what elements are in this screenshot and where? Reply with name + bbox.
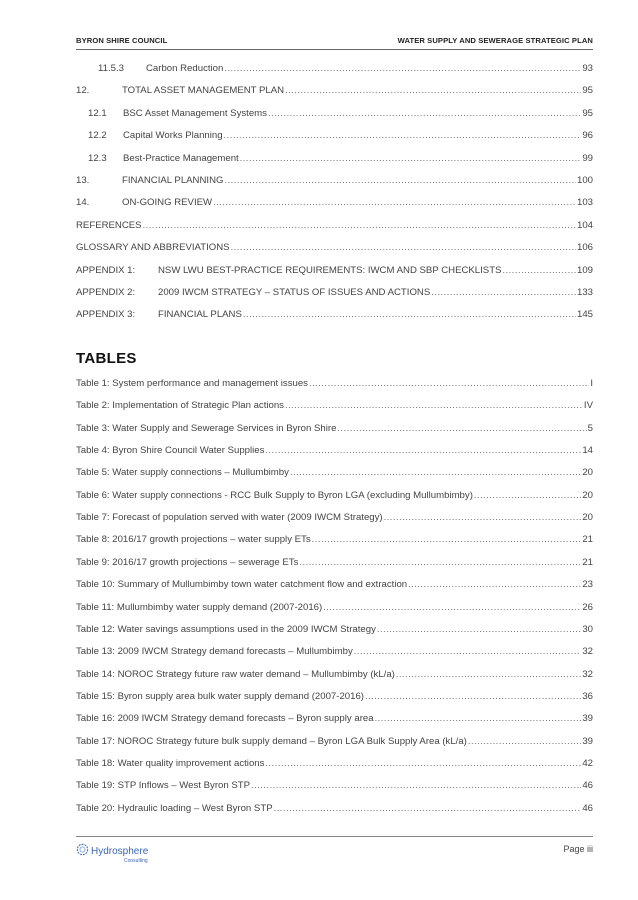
toc-entry-page: 39 [582, 736, 593, 747]
toc-entry-number: APPENDIX 2: [76, 287, 136, 298]
toc-entry-number: APPENDIX 1: [76, 265, 136, 276]
toc-entry-title: FINANCIAL PLANS [158, 309, 242, 320]
dot-leader [474, 490, 581, 500]
dot-leader [384, 512, 582, 522]
toc-entry-page: 96 [582, 130, 593, 141]
page-number: Page iii [563, 844, 593, 854]
dot-leader [265, 758, 581, 768]
toc-entry-page: 145 [576, 309, 593, 320]
dot-leader [365, 691, 581, 701]
toc-entry-page: 14 [582, 445, 593, 456]
toc-entry [76, 467, 593, 479]
toc-entry-title: Table 10: Summary of Mullumbimby town water catchment flow and extraction [76, 579, 408, 590]
toc-entry-page: 95 [582, 85, 593, 96]
toc-entry [76, 624, 593, 636]
toc-entry [76, 220, 593, 232]
toc-entry [76, 175, 593, 187]
toc-entry [76, 378, 593, 390]
toc-entry-title: Carbon Reduction [146, 63, 224, 74]
toc-entry-title: Table 7: Forecast of population served with water (2009 IWCM Strategy) [76, 512, 383, 523]
toc-entry [76, 669, 593, 681]
dot-leader [431, 287, 576, 297]
toc-entry [76, 63, 593, 75]
toc-entry-title: Table 16: 2009 IWCM Strategy demand forecasts – Byron supply area [76, 713, 374, 724]
toc-entry [76, 557, 593, 569]
logo-brand-text: Hydrosphere [91, 846, 149, 857]
dot-leader [224, 130, 582, 140]
dot-leader [337, 423, 586, 433]
toc-entry-page: 20 [582, 467, 593, 478]
toc-entry-number: 12.2 [88, 130, 107, 141]
dot-leader [323, 602, 581, 612]
toc-entry-title: Table 18: Water quality improvement actions [76, 758, 265, 769]
dot-leader [285, 400, 583, 410]
toc-entry [76, 736, 593, 748]
toc-entry-title: TOTAL ASSET MANAGEMENT PLAN [122, 85, 285, 96]
toc-entry-title: Table 12: Water savings assumptions used in the 2009 IWCM Strategy [76, 624, 376, 635]
page-header [76, 36, 593, 48]
toc-entry [76, 130, 593, 142]
toc-entry-page: 133 [576, 287, 593, 298]
toc-entry-title: Table 5: Water supply connections – Mullumbimby [76, 467, 289, 478]
toc-entry [76, 512, 593, 524]
toc-entry [76, 780, 593, 792]
toc-entry-title: Table 3: Water Supply and Sewerage Services in Byron Shire [76, 423, 337, 434]
header-document-title: WATER SUPPLY AND SEWERAGE STRATEGIC PLAN [397, 36, 593, 45]
dot-leader [377, 624, 581, 634]
toc-entry [76, 400, 593, 412]
toc-entry-page: 104 [576, 220, 593, 231]
header-organisation: BYRON SHIRE COUNCIL [76, 36, 168, 45]
toc-entry [76, 423, 593, 435]
toc-entry [76, 691, 593, 703]
toc-entry-page: 109 [576, 265, 593, 276]
header-divider [76, 49, 593, 50]
toc-entry-number: 11.5.3 [98, 63, 124, 74]
toc-entry-title: FINANCIAL PLANNING [122, 175, 224, 186]
toc-entry [76, 153, 593, 165]
dot-leader [243, 309, 576, 319]
toc-entry [76, 713, 593, 725]
dot-leader [502, 265, 576, 275]
toc-entry-page: IV [583, 400, 593, 411]
toc-entry-title: BSC Asset Management Systems [123, 108, 267, 119]
toc-entry-number: 12.1 [88, 108, 107, 119]
toc-entry-page: 99 [582, 153, 593, 164]
dot-leader [143, 220, 576, 230]
toc-entry [76, 265, 593, 277]
toc-entry-page: 39 [582, 713, 593, 724]
toc-entry [76, 803, 593, 815]
toc-entry-page: 26 [582, 602, 593, 613]
toc-entry-page: 5 [587, 423, 593, 434]
footer-divider [76, 836, 593, 837]
toc-entry-title: NSW LWU BEST-PRACTICE REQUIREMENTS: IWCM AND SBP CHECKLISTS [158, 265, 502, 276]
toc-entry-title: Table 13: 2009 IWCM Strategy demand forecasts – Mullumbimby [76, 646, 353, 657]
toc-entry-page: 95 [582, 108, 593, 119]
hydrosphere-logo-icon [76, 843, 89, 856]
toc-entry [76, 758, 593, 770]
toc-entry-number: APPENDIX 3: [76, 309, 136, 320]
toc-entry-page: 46 [582, 803, 593, 814]
dot-leader [290, 467, 581, 477]
toc-entry-page: I [590, 378, 593, 389]
toc-entry-page: 30 [582, 624, 593, 635]
toc-entry-page: 46 [582, 780, 593, 791]
dot-leader [274, 803, 582, 813]
toc-entry-title: Table 2: Implementation of Strategic Plan actions [76, 400, 284, 411]
toc-entry-title: Table 19: STP Inflows – West Byron STP [76, 780, 251, 791]
toc-entry-page: 20 [582, 490, 593, 501]
dot-leader [231, 242, 576, 252]
dot-leader [224, 63, 581, 73]
dot-leader [213, 197, 576, 207]
toc-entry-number: 13. [76, 175, 90, 186]
toc-entry-page: 93 [582, 63, 593, 74]
dot-leader [251, 780, 581, 790]
dot-leader [240, 153, 582, 163]
toc-entry-number: 12.3 [88, 153, 107, 164]
toc-entry [76, 242, 593, 254]
toc-entry-page: 103 [576, 197, 593, 208]
hydrosphere-logo [76, 842, 149, 864]
toc-entry-page: 32 [582, 669, 593, 680]
toc-entry-page: 21 [582, 534, 593, 545]
toc-entry-title: Table 9: 2016/17 growth projections – sewerage ETs [76, 557, 299, 568]
toc-entry-title: Table 8: 2016/17 growth projections – water supply ETs [76, 534, 311, 545]
toc-entry-title: ON-GOING REVIEW [122, 197, 213, 208]
toc-entry-title: REFERENCES [76, 220, 142, 231]
toc-entry-page: 42 [582, 758, 593, 769]
logo-sub-text: Consulting [124, 858, 148, 864]
dot-leader [468, 736, 581, 746]
dot-leader [285, 85, 581, 95]
toc-entry [76, 445, 593, 457]
dot-leader [309, 378, 589, 388]
toc-entry [76, 646, 593, 658]
toc-entry [76, 85, 593, 97]
toc-entry [76, 287, 593, 299]
toc-entry-title: Table 6: Water supply connections - RCC Bulk Supply to Byron LGA (excluding Mullumbimby) [76, 490, 473, 501]
toc-entry-title: GLOSSARY AND ABBREVIATIONS [76, 242, 230, 253]
toc-entry-title: Table 15: Byron supply area bulk water supply demand (2007-2016) [76, 691, 364, 702]
dot-leader [312, 534, 582, 544]
toc-entry-page: 23 [582, 579, 593, 590]
dot-leader [375, 713, 582, 723]
toc-entry [76, 108, 593, 120]
dot-leader [354, 646, 582, 656]
toc-entry-title: Table 17: NOROC Strategy future bulk supply demand – Byron LGA Bulk Supply Area (kL/a) [76, 736, 467, 747]
toc-entry-title: Table 1: System performance and management issues [76, 378, 308, 389]
dot-leader [265, 445, 581, 455]
toc-entry [76, 602, 593, 614]
toc-entry-page: 32 [582, 646, 593, 657]
toc-entry-page: 100 [576, 175, 593, 186]
toc-entry-number: 14. [76, 197, 90, 208]
dot-leader [268, 108, 581, 118]
toc-entry [76, 579, 593, 591]
toc-entry-title: Best-Practice Management [123, 153, 239, 164]
toc-entry-page: 20 [582, 512, 593, 523]
dot-leader [224, 175, 576, 185]
toc-entry [76, 197, 593, 209]
dot-leader [408, 579, 581, 589]
dot-leader [299, 557, 581, 567]
toc-entry-page: 106 [576, 242, 593, 253]
toc-entry-page: 21 [582, 557, 593, 568]
toc-entry [76, 309, 593, 321]
toc-entry-number: 12. [76, 85, 90, 96]
toc-entry [76, 534, 593, 546]
toc-entry-title: 2009 IWCM STRATEGY – STATUS OF ISSUES AND ACTIONS [158, 287, 431, 298]
toc-entry-title: Capital Works Planning [123, 130, 223, 141]
dot-leader [396, 669, 581, 679]
toc-entry-title: Table 14: NOROC Strategy future raw water demand – Mullumbimby (kL/a) [76, 669, 395, 680]
toc-entry-page: 36 [582, 691, 593, 702]
toc-entry [76, 490, 593, 502]
toc-entry-title: Table 11: Mullumbimby water supply demand (2007-2016) [76, 602, 323, 613]
toc-entry-title: Table 20: Hydraulic loading – West Byron STP [76, 803, 273, 814]
toc-entry-title: Table 4: Byron Shire Council Water Supplies [76, 445, 265, 456]
tables-heading: TABLES [76, 350, 137, 367]
